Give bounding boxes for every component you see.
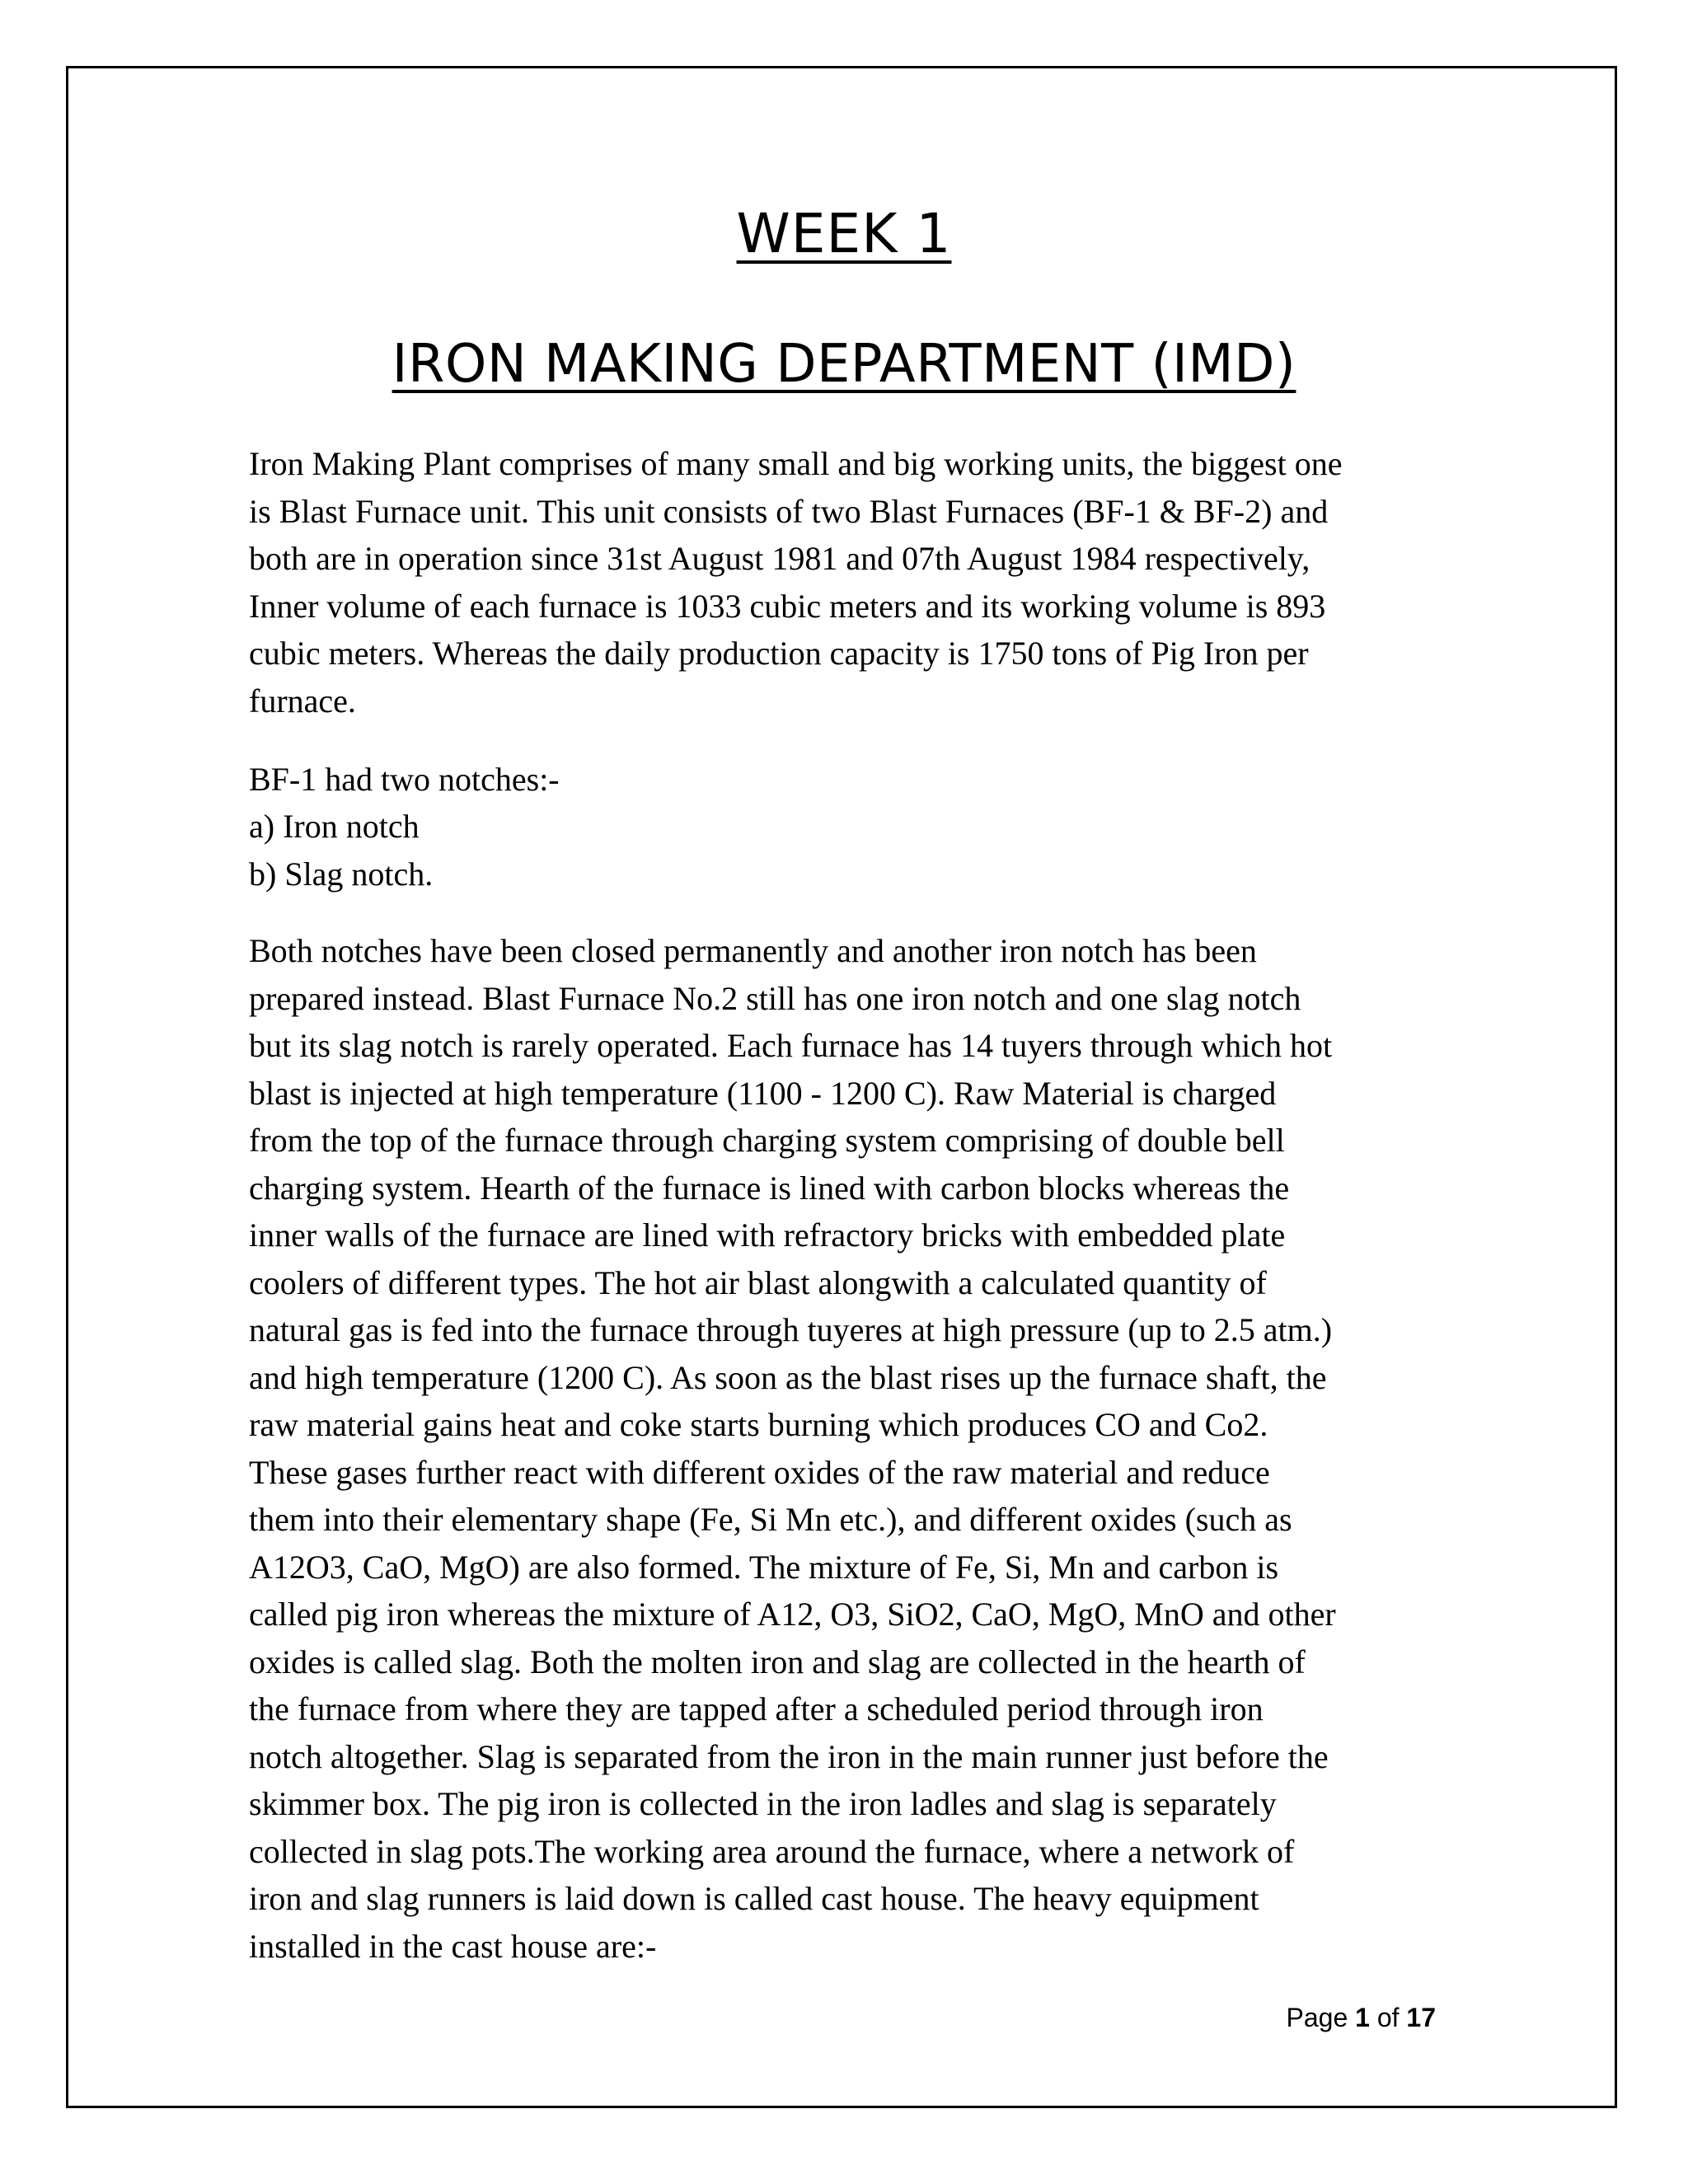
page-label: Page: [1286, 2003, 1348, 2032]
list-item: b) Slag notch.: [249, 855, 434, 893]
notches-list: [249, 803, 433, 898]
page-footer: [1287, 2003, 1436, 2033]
page-number: 1: [1355, 2003, 1370, 2032]
list-item: a) Iron notch: [249, 808, 420, 845]
notches-heading: BF-1 had two notches:-: [249, 761, 560, 798]
department-title: IRON MAKING DEPARTMENT (IMD): [392, 334, 1296, 395]
total-pages: 17: [1406, 2003, 1436, 2032]
of-label: of: [1376, 2003, 1400, 2032]
intro-paragraph: Iron Making Plant comprises of many small and big working units, the biggest one is Blast Furnace unit. This unit consists of two Blast Furnaces (BF-1 & BF-2) and both are in operation since 31st August 1981 and 07th August 1984 respectively, Inner volume of each furnace is 1033 cubic meters and its working volume is 893 cubic meters. Whereas the daily production capacity is 1750 tons of Pig Iron per furnace.: [249, 445, 1343, 719]
week-title: WEEK 1: [736, 202, 952, 265]
process-paragraph: Both notches have been closed permanently and another iron notch has been prepared instead. Blast Furnace No.2 still has one iron notch and one slag notch but its slag notch is rarely operated. Each furnace has 14 tuyers through which hot blast is injected at high temperature (1100 - 1200 C). Raw Material is charged from the top of the furnace through charging system comprising of double bell charging system. Hearth of the furnace is lined with carbon blocks whereas the inner walls of the furnace are lined with refractory bricks with embedded plate coolers of different types. The hot air blast alongwith a calculated quantity of natural gas is fed into the furnace through tuyeres at high pressure (up to 2.5 atm.) and high temperature (1200 C). As soon as the blast rises up the furnace shaft, the raw material gains heat and coke starts burning which produces CO and Co2. These gases further react with different oxides of the raw material and reduce them into their elementary shape (Fe, Si Mn etc.), and different oxides (such as A12O3, CaO, MgO) are also formed. The mixture of Fe, Si, Mn and carbon is called pig iron whereas the mixture of A12, O3, SiO2, CaO, MgO, MnO and other oxides is called slag. Both the molten iron and slag are collected in the hearth of the furnace from where they are tapped after a scheduled period through iron notch altogether. Slag is separated from the iron in the main runner just before the skimmer box. The pig iron is collected in the iron ladles and slag is separately collected in slag pots.The working area around the furnace, where a network of iron and slag runners is laid down is called cast house. The heavy equipment installed in the cast house are:-: [249, 932, 1336, 1965]
